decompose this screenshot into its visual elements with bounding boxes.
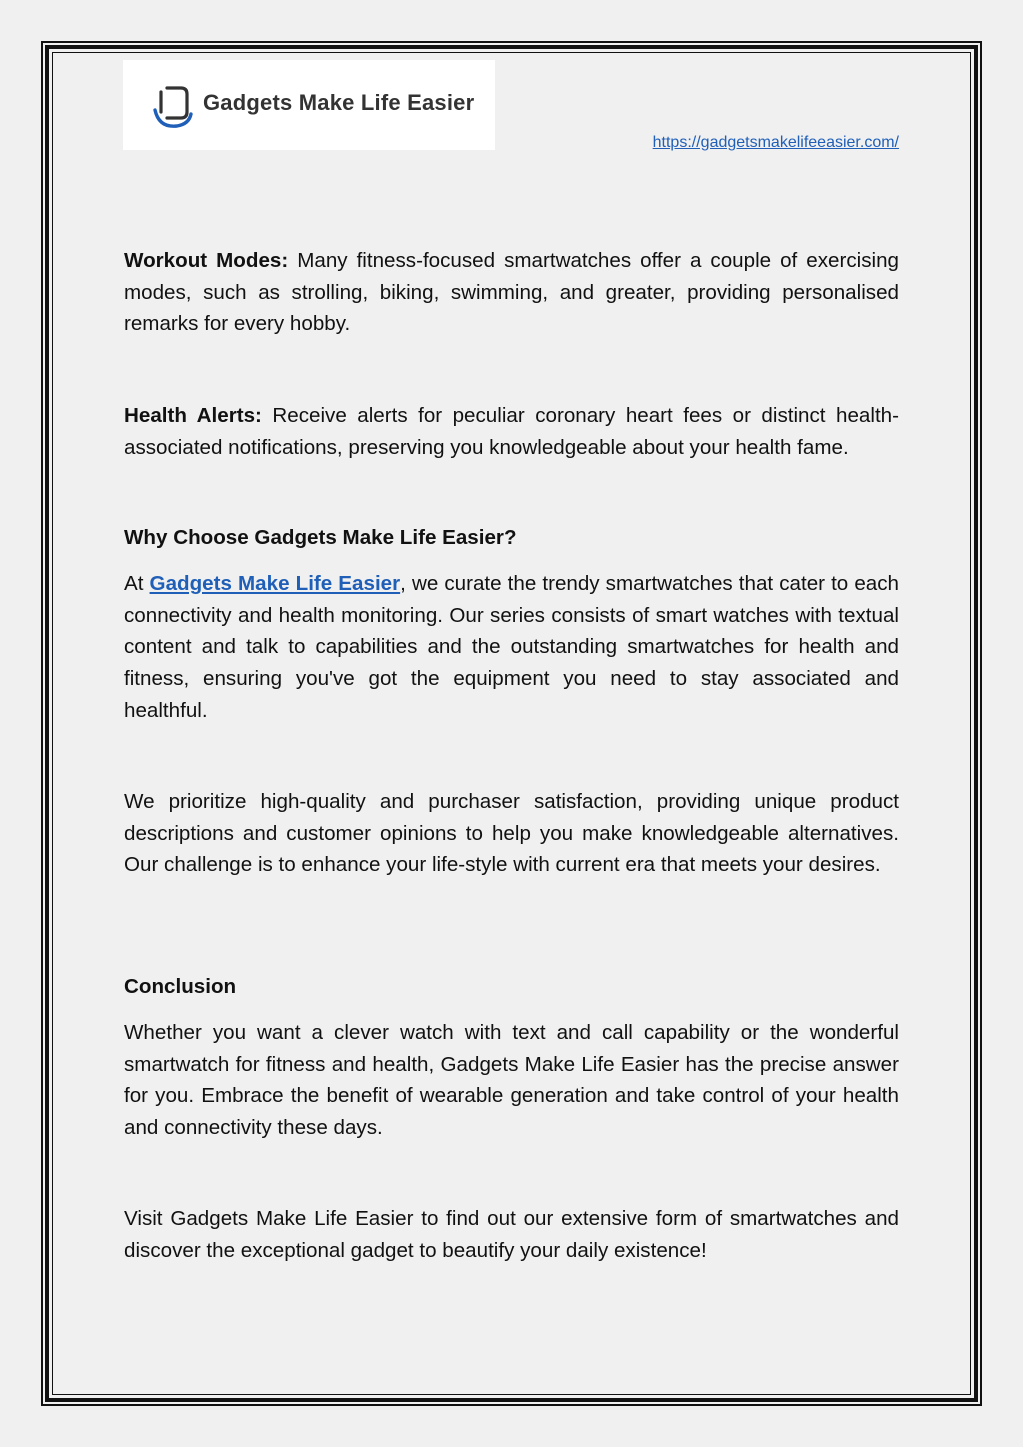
workout-modes-text: Many fitness-focused smartwatches offer a couple of exercising modes, such as strolling, biking, swimming, and greater, providing personalised remarks for every hobby. bbox=[124, 249, 899, 336]
brand-name: Gadgets Make Life Easier bbox=[203, 90, 475, 115]
why-choose-text: , we curate the trendy smartwatches that cater to each connectivity and health monitoring. Our series consists of smart watches with textual content and talk to capabilities and the outstanding smartwatches for health and fitness, ensuring you've got the equipment you need to stay associated and healthful. bbox=[124, 572, 899, 722]
conclusion-heading: Conclusion bbox=[124, 975, 237, 998]
why-choose-prefix: At bbox=[124, 572, 150, 595]
gadgets-make-life-easier-link[interactable]: Gadgets Make Life Easier bbox=[149, 572, 401, 595]
workout-modes-label: Workout Modes: bbox=[124, 249, 289, 272]
why-choose-heading: Why Choose Gadgets Make Life Easier? bbox=[124, 526, 517, 549]
quality-paragraph bbox=[124, 786, 899, 881]
why-choose-paragraph bbox=[124, 568, 899, 727]
visit-text: Visit Gadgets Make Life Easier to find out our extensive form of smartwatches and discover the exceptional gadget to beautify your daily existence! bbox=[124, 1207, 899, 1262]
visit-paragraph bbox=[124, 1203, 899, 1266]
health-alerts-label: Health Alerts: bbox=[124, 404, 262, 427]
quality-text: We prioritize high-quality and purchaser satisfaction, providing unique product descriptions and customer opinions to help you make knowledgeable alternatives. Our challenge is to enhance your life-style with current era that meets your desires. bbox=[124, 790, 899, 877]
phone-logo-icon bbox=[153, 82, 193, 132]
health-alerts-text: Receive alerts for peculiar coronary heart fees or distinct health-associated notifications, preserving you knowledgeable about your health fame. bbox=[124, 404, 899, 459]
brand-logo bbox=[123, 60, 495, 150]
conclusion-text: Whether you want a clever watch with text and call capability or the wonderful smartwatch for fitness and health, Gadgets Make Life Easier has the precise answer for you. Embrace the benefit of wearable generation and take control of your health and connectivity these days. bbox=[124, 1021, 899, 1140]
site-url-link[interactable]: https://gadgetsmakelifeeasier.com/ bbox=[652, 134, 899, 151]
health-alerts-paragraph bbox=[124, 400, 899, 463]
workout-modes-paragraph bbox=[124, 245, 899, 340]
conclusion-paragraph bbox=[124, 1017, 899, 1144]
